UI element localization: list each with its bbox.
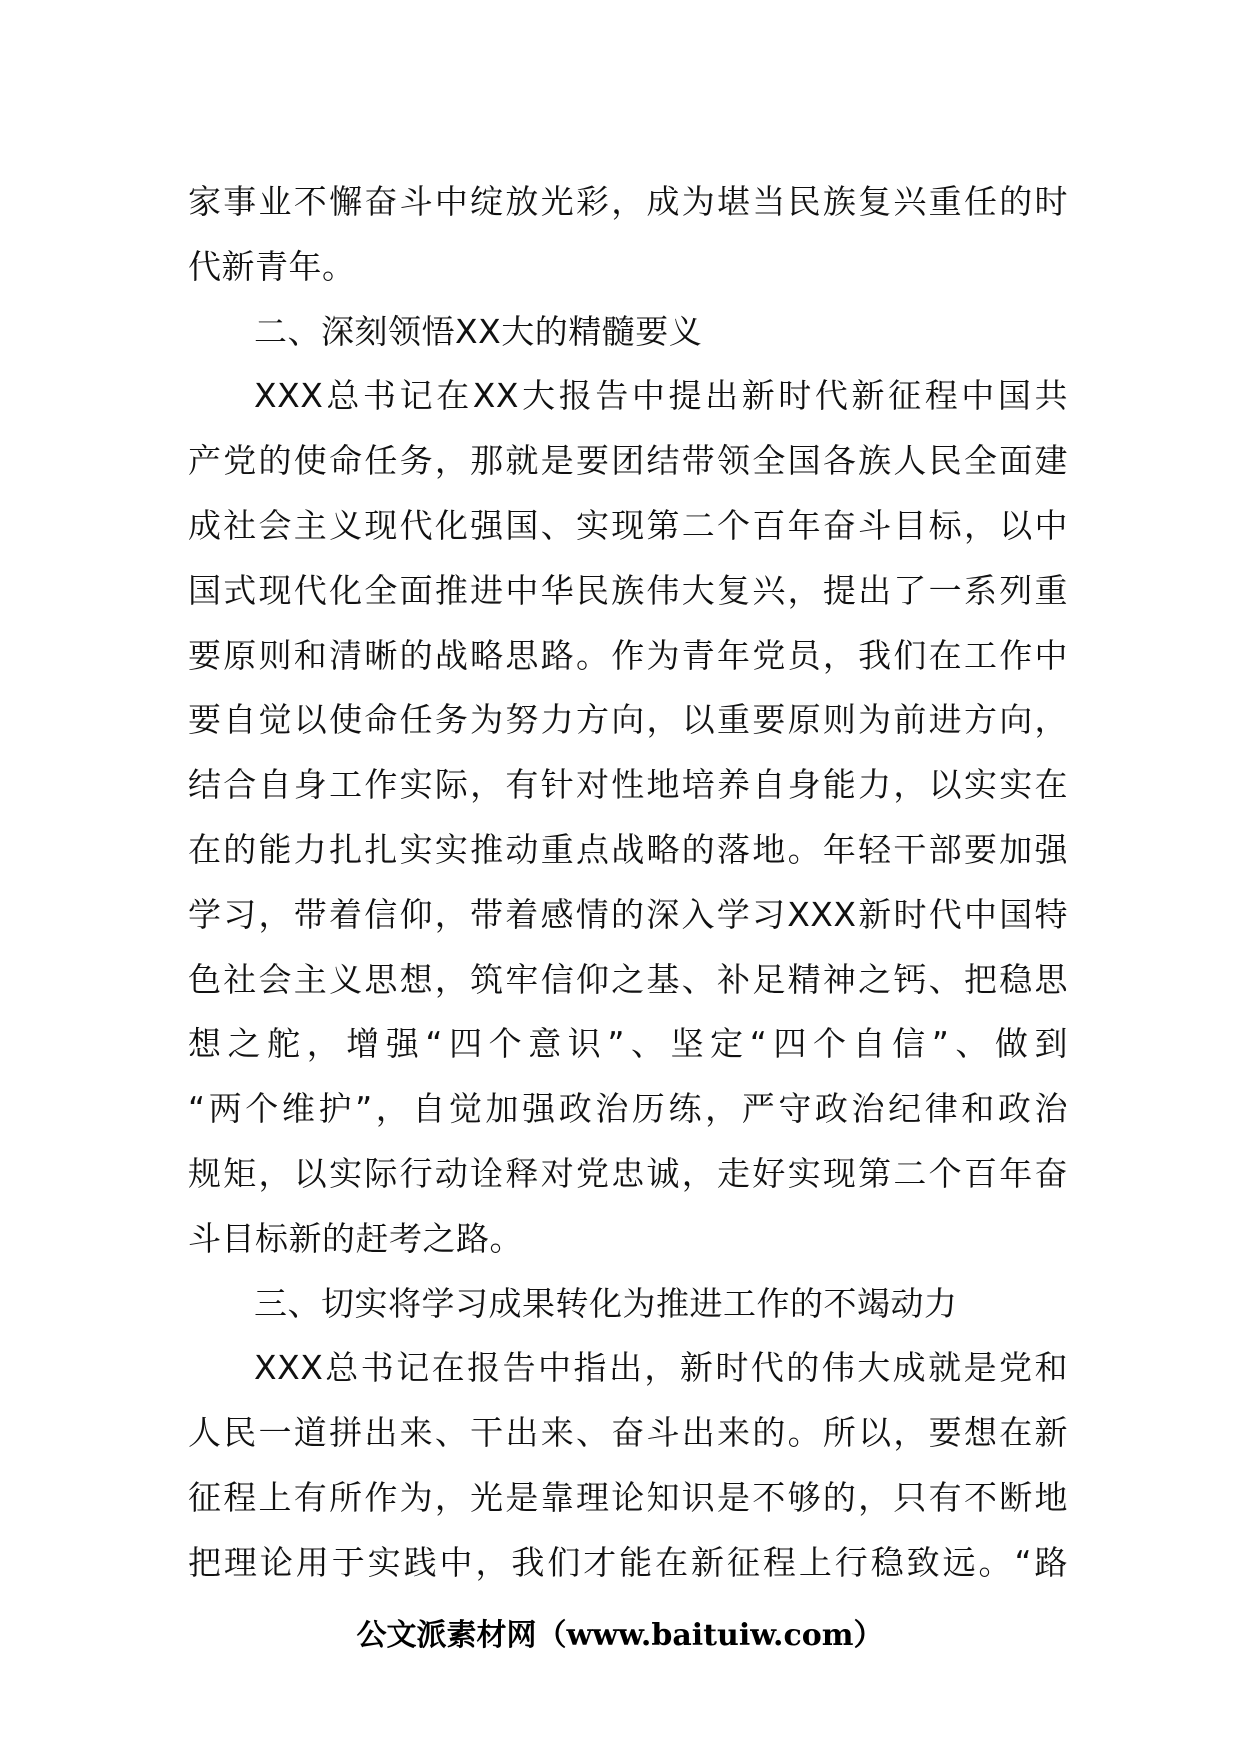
text-line: 要原则和清晰的战略思路。作为青年党员，我们在工作中	[188, 635, 1068, 675]
text-line: 代新青年。	[188, 246, 356, 286]
text-line: 产党的使命任务，那就是要团结带领全国各族人民全面建	[188, 441, 1068, 481]
text-line: 家事业不懈奋斗中绽放光彩，成为堪当民族复兴重任的时	[188, 182, 1068, 221]
text-line: 色社会主义思想，筑牢信仰之基、补足精神之钙、把稳思	[188, 959, 1068, 999]
text-line: 人民一道拼出来、干出来、奋斗出来的。所以，要想在新	[188, 1413, 1068, 1453]
text-line: 学习，带着信仰，带着感情的深入学习XXX新时代中国特	[188, 894, 1068, 934]
text-line: XXX总书记在XX大报告中提出新时代新征程中国共	[254, 376, 1068, 416]
text-line: 斗目标新的赶考之路。	[188, 1218, 523, 1258]
text-line: 要自觉以使命任务为努力方向，以重要原则为前进方向，	[188, 700, 1068, 740]
text-line: 结合自身工作实际，有针对性地培养自身能力，以实实在	[188, 765, 1068, 805]
text-line: 三、切实将学习成果转化为推进工作的不竭动力	[254, 1283, 958, 1323]
text-line: 在的能力扎扎实实推动重点战略的落地。年轻干部要加强	[188, 829, 1068, 869]
text-line: 规矩，以实际行动诠释对党忠诚，走好实现第二个百年奋	[188, 1153, 1068, 1193]
text-line: 把理论用于实践中，我们才能在新征程上行稳致远。“路	[188, 1542, 1068, 1582]
text-line: 想之舵，增强“四个意识”、坚定“四个自信”、做到	[188, 1024, 1068, 1064]
text-line: “两个维护”，自觉加强政治历练，严守政治纪律和政治	[188, 1089, 1068, 1129]
text-line: 成社会主义现代化强国、实现第二个百年奋斗目标，以中	[188, 505, 1068, 545]
text-line: 征程上有所作为，光是靠理论知识是不够的，只有不断地	[188, 1477, 1068, 1517]
text-line: 国式现代化全面推进中华民族伟大复兴，提出了一系列重	[188, 570, 1068, 610]
document-body	[188, 170, 1068, 1596]
footer-watermark: 公文派素材网（www.baituiw.com）	[356, 1618, 884, 1653]
text-line: 二、深刻领悟XX大的精髓要义	[254, 311, 703, 351]
text-line: XXX总书记在报告中指出，新时代的伟大成就是党和	[254, 1348, 1068, 1388]
